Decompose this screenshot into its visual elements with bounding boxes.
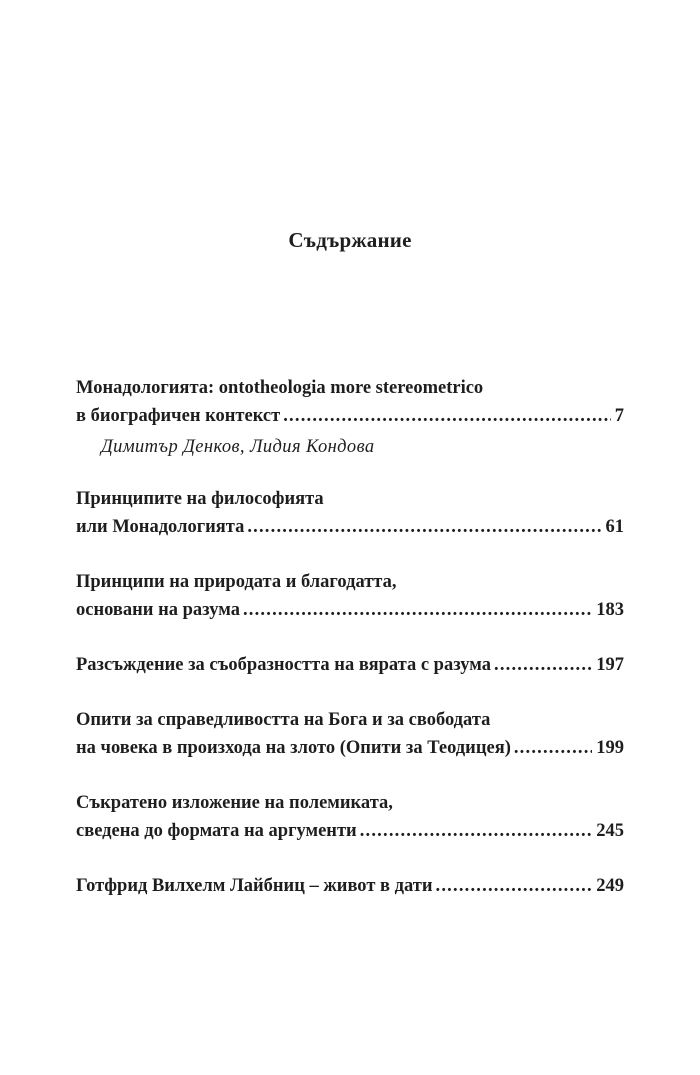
- page-number: 245: [596, 821, 624, 841]
- toc-entry[interactable]: [76, 706, 624, 762]
- dot-leader: [283, 402, 611, 430]
- page-number: 183: [596, 600, 624, 620]
- toc-entry-title-line: Съкратено изложение на полемиката,: [76, 793, 393, 813]
- table-of-contents: [76, 374, 624, 900]
- dot-leader: [247, 513, 601, 541]
- toc-entry-final-line: [76, 513, 624, 541]
- toc-entry-final-line: [76, 596, 624, 624]
- dot-leader: [243, 596, 592, 624]
- toc-entry-title-text: сведена до формата на аргументи: [76, 821, 357, 841]
- toc-entry-final-line: [76, 734, 624, 762]
- toc-entry[interactable]: [76, 651, 624, 679]
- toc-entry-title-line: Опити за справедливостта на Бога и за свободата: [76, 710, 491, 730]
- toc-entry-final-line: [76, 817, 624, 845]
- toc-entry-title-text: в биографичен контекст: [76, 406, 281, 426]
- dot-leader: [514, 734, 592, 762]
- toc-entry-title-line: Монадологията: ontotheologia more stereometrico: [76, 378, 484, 398]
- toc-entry-title-text: на човека в произхода на злото (Опити за Теодицея): [76, 738, 511, 758]
- toc-entry-final-line: [76, 651, 624, 679]
- entry-authors: Димитър Денков, Лидия Кондова: [101, 437, 375, 457]
- page-number: 7: [614, 406, 624, 426]
- toc-entry-title-line: Принципите на философията: [76, 489, 324, 509]
- dot-leader: [436, 872, 593, 900]
- toc-entry-title-text: или Монадологията: [76, 517, 245, 537]
- page-number: 199: [596, 738, 624, 758]
- toc-entry-title-text: Готфрид Вилхелм Лайбниц – живот в дати: [76, 876, 433, 896]
- toc-entry[interactable]: [76, 872, 624, 900]
- page-title: Съдържание: [288, 228, 412, 252]
- toc-entry-final-line: [76, 402, 624, 430]
- dot-leader: [360, 817, 593, 845]
- toc-entry-title-line: Принципи на природата и благодатта,: [76, 572, 397, 592]
- toc-entry-final-line: [76, 872, 624, 900]
- toc-entry[interactable]: [76, 374, 624, 461]
- toc-entry-title-text: основани на разума: [76, 600, 240, 620]
- toc-entry-title-text: Разсъждение за съобразността на вярата с разума: [76, 655, 491, 675]
- page-number: 61: [605, 517, 624, 537]
- toc-entry[interactable]: [76, 568, 624, 624]
- page-number: 197: [596, 655, 624, 675]
- toc-entry[interactable]: [76, 485, 624, 541]
- page-number: 249: [596, 876, 624, 896]
- toc-entry[interactable]: [76, 789, 624, 845]
- dot-leader: [494, 651, 592, 679]
